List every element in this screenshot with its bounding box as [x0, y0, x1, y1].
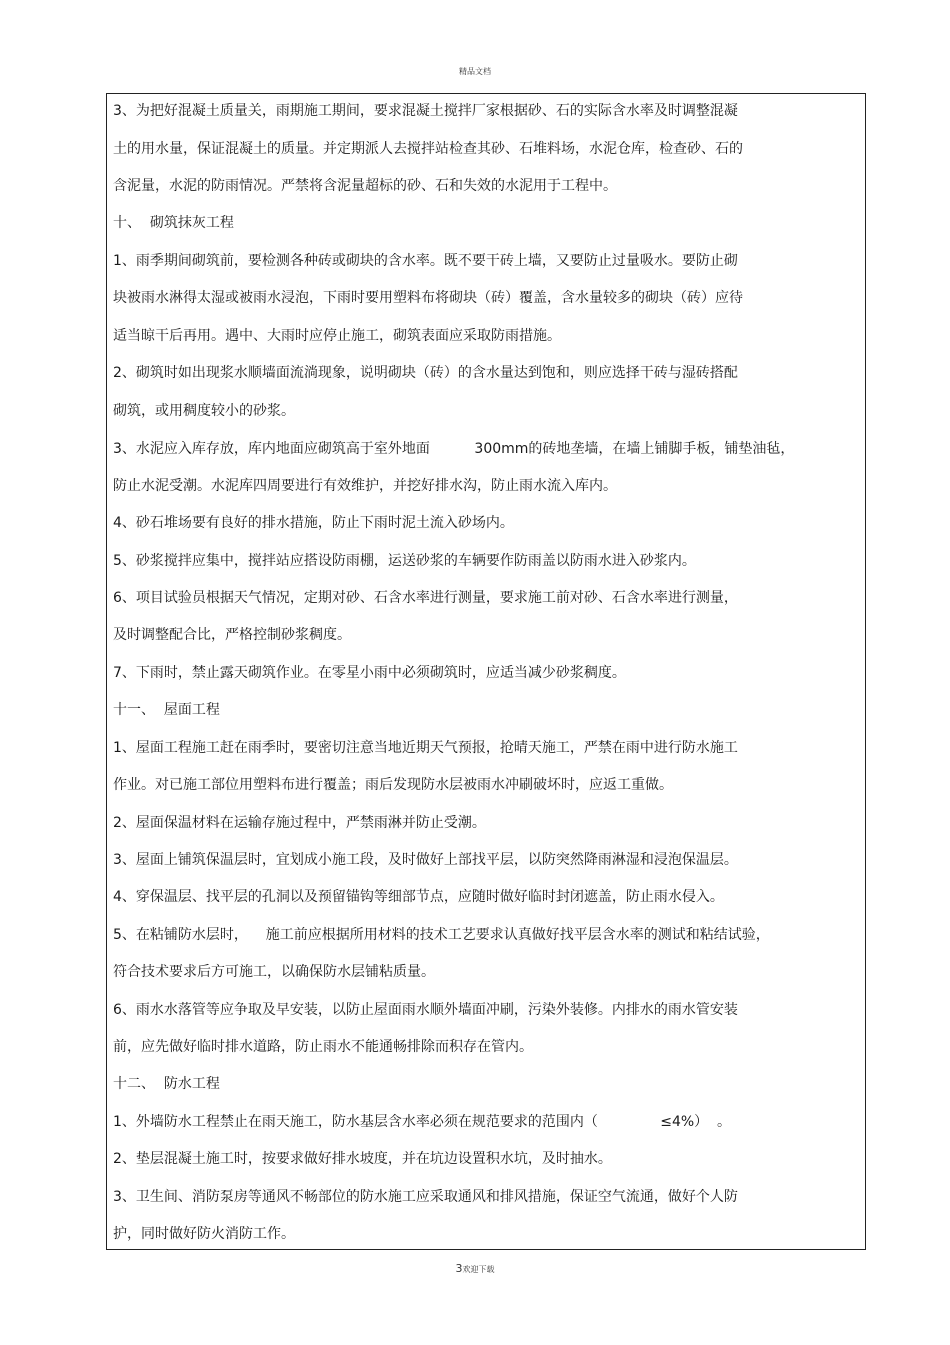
text-line: 5、在粘铺防水层时， 施工前应根据所用材料的技术工艺要求认真做好找平层含水率的测试和粘结试验， — [113, 927, 770, 943]
section-heading: 十二、 防水工程 — [113, 1076, 220, 1092]
text-line: 2、垫层混凝土施工时，按要求做好排水坡度，并在坑边设置积水坑，及时抽水。 — [113, 1151, 612, 1167]
text-line: 1、外墙防水工程禁止在雨天施工，防水基层含水率必须在规范要求的范围内（ ≤4%） 。 — [113, 1114, 732, 1130]
text-line: 作业。对已施工部位用塑料布进行覆盖；雨后发现防水层被雨水冲刷破坏时，应返工重做。 — [113, 777, 673, 793]
text-line: 块被雨水淋得太湿或被雨水浸泡，下雨时要用塑料布将砌块（砖）覆盖，含水量较多的砌块（砖）应待 — [113, 290, 743, 306]
text-line: 3、为把好混凝土质量关，雨期施工期间，要求混凝土搅拌厂家根据砂、石的实际含水率及时调整混凝 — [113, 103, 738, 119]
footer-text: 欢迎下载 — [462, 1265, 495, 1274]
text-line: 5、砂浆搅拌应集中，搅拌站应搭设防雨棚，运送砂浆的车辆要作防雨盖以防雨水进入砂浆内。 — [113, 553, 696, 569]
page-number: 3 — [455, 1262, 463, 1275]
section-heading: 十、 砌筑抹灰工程 — [113, 215, 234, 231]
text-line: 3、水泥应入库存放，库内地面应砌筑高于室外地面 300mm的砖地垄墙，在墙上铺脚手板，铺垫油毡， — [113, 441, 795, 457]
text-line: 1、雨季期间砌筑前，要检测各种砖或砌块的含水率。既不要干砖上墙，又要防止过量吸水。要防止砌 — [113, 253, 738, 269]
text-line: 护，同时做好防火消防工作。 — [113, 1226, 295, 1242]
section-heading: 十一、 屋面工程 — [113, 702, 220, 718]
text-line: 6、雨水水落管等应争取及早安装，以防止屋面雨水顺外墙面冲刷，污染外装修。内排水的雨水管安装 — [113, 1002, 738, 1018]
text-line: 6、项目试验员根据天气情况，定期对砂、石含水率进行测量，要求施工前对砂、石含水率进行测量， — [113, 590, 738, 606]
text-line: 土的用水量，保证混凝土的质量。并定期派人去搅拌站检查其砂、石堆料场，水泥仓库，检查砂、石的 — [113, 141, 743, 157]
text-line: 4、穿保温层、找平层的孔洞以及预留锚钩等细部节点，应随时做好临时封闭遮盖，防止雨水侵入。 — [113, 889, 724, 905]
text-line: 砌筑，或用稠度较小的砂浆。 — [113, 403, 295, 419]
text-line: 2、屋面保温材料在运输存施过程中，严禁雨淋并防止受潮。 — [113, 815, 486, 831]
text-line: 及时调整配合比，严格控制砂浆稠度。 — [113, 627, 351, 643]
text-line: 1、屋面工程施工赶在雨季时，要密切注意当地近期天气预报，抢晴天施工，严禁在雨中进行防水施工 — [113, 740, 738, 756]
text-line: 3、卫生间、消防泵房等通风不畅部位的防水施工应采取通风和排风措施，保证空气流通，做好个人防 — [113, 1189, 738, 1205]
text-line: 符合技术要求后方可施工，以确保防水层铺粘质量。 — [113, 964, 435, 980]
text-line: 前，应先做好临时排水道路，防止雨水不能通畅排除而积存在管内。 — [113, 1039, 533, 1055]
page-footer — [0, 1262, 950, 1275]
page-header: 精品文档 — [459, 67, 491, 76]
text-line: 3、屋面上铺筑保温层时，宜划成小施工段，及时做好上部找平层，以防突然降雨淋湿和浸泡保温层。 — [113, 852, 738, 868]
text-line: 7、下雨时，禁止露天砌筑作业。在零星小雨中必须砌筑时，应适当减少砂浆稠度。 — [113, 665, 626, 681]
text-line: 适当晾干后再用。遇中、大雨时应停止施工，砌筑表面应采取防雨措施。 — [113, 328, 561, 344]
text-line: 2、砌筑时如出现浆水顺墙面流淌现象，说明砌块（砖）的含水量达到饱和，则应选择干砖与湿砖搭配 — [113, 365, 738, 381]
text-line: 防止水泥受潮。水泥库四周要进行有效维护，并挖好排水沟，防止雨水流入库内。 — [113, 478, 617, 494]
text-line: 4、砂石堆场要有良好的排水措施，防止下雨时泥土流入砂场内。 — [113, 515, 514, 531]
text-line: 含泥量，水泥的防雨情况。严禁将含泥量超标的砂、石和失效的水泥用于工程中。 — [113, 178, 617, 194]
